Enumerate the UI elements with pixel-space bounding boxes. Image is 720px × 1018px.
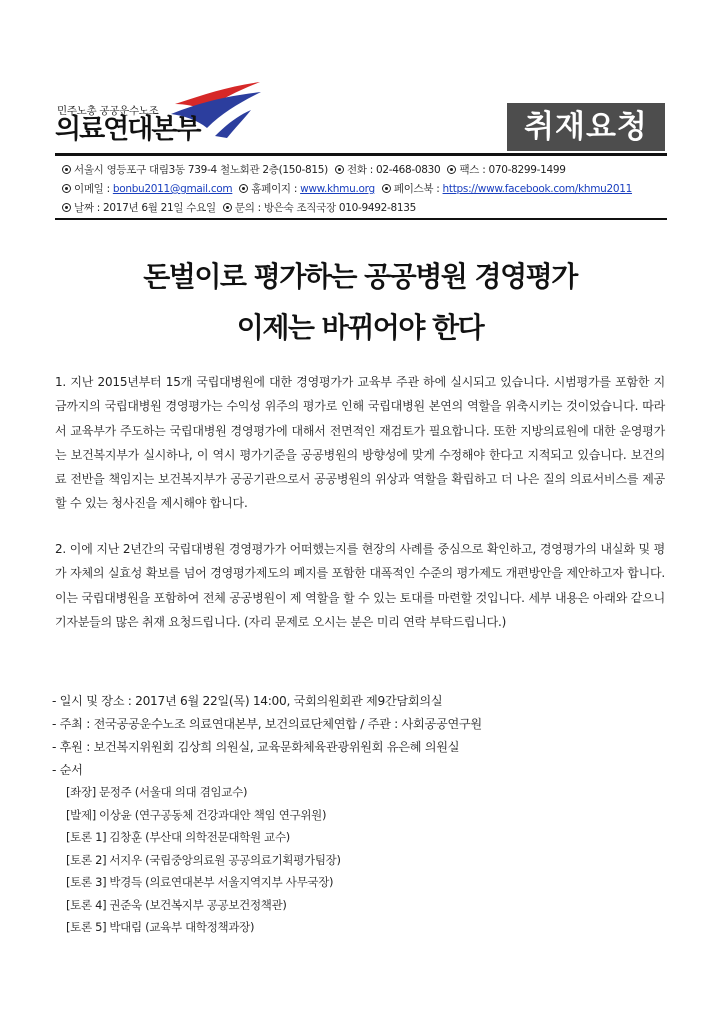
org-name: 의료연대본부 — [55, 114, 200, 145]
program-role: [토론 3] — [66, 875, 107, 889]
event-sponsor: - 후원 : 보건복지위원회 김상희 의원실, 교육문화체육관광위원회 유은혜 의원실 — [52, 740, 460, 754]
body-paragraph-1: 1. 지난 2015년부터 15개 국립대병원에 대한 경영평가가 교육부 주관 하에 실시되고 있습니다. 시범평가를 포함한 지금까지의 국립대병원 경영평가는 수익성 위주의 평가로 인해 국립대병원 본연의 역할을 위축시키는 것이었습니다. 따라서 교육부가 주도하는 국립대병원 경영평가에 대해서 전면적인 재검토가 필요합니다. 또한 지방의료원에 대한 운영평가는 보건복지부가 실시하나, 이 역시 평가기준을 공공병원의 방향성에 맞게 수정해야 한다고 지적되고 있습니다. 보건의료 전반을 책임지는 보건복지부가 공공기관으로서 공공병원의 위상과 역할을 확립하고 더 나은 질의 의료서비스를 제공할 수 있는 청사진을 제시해야 합니다. — [55, 375, 665, 511]
headline-line-2: 이제는 바뀌어야 한다 — [236, 311, 484, 344]
header-divider — [55, 153, 667, 156]
contact-line-web — [62, 182, 672, 196]
homepage-label: 홈페이지 : — [251, 183, 301, 195]
bullet-icon — [62, 203, 71, 212]
union-name: 민주노총 공공운수노조 — [57, 105, 159, 117]
fax: 팩스 : 070-8299-1499 — [459, 164, 566, 176]
program-role: [토론 2] — [66, 852, 107, 867]
program-list — [66, 781, 666, 939]
program-person: 이상윤 (연구공동체 건강과대안 책임 연구위원) — [99, 807, 327, 822]
bullet-icon — [223, 203, 232, 212]
program-person: 박경득 (의료연대본부 서울지역지부 사무국장) — [109, 875, 334, 889]
program-person: 박대림 (교육부 대학정책과장) — [109, 920, 255, 934]
program-role: [좌장] — [66, 785, 96, 799]
event-host: - 주최 : 전국공공운수노조 의료연대본부, 보건의료단체연합 / 주관 : 사회공공연구원 — [52, 717, 482, 731]
homepage-link[interactable]: www.khmu.org — [300, 183, 375, 195]
contact-line-address — [62, 163, 672, 177]
program-item — [66, 894, 666, 917]
program-role: [토론 1] — [66, 830, 107, 844]
program-person: 권준욱 (보건복지부 공공보건정책관) — [109, 897, 287, 912]
bullet-icon — [62, 165, 71, 174]
event-time-place: - 일시 및 장소 : 2017년 6월 22일(목) 14:00, 국회의원회관 제9간담회의실 — [52, 694, 443, 708]
program-item — [66, 871, 666, 894]
email-label: 이메일 : — [74, 183, 113, 195]
program-person: 서지우 (국립중앙의료원 공공의료기획평가팀장) — [109, 852, 341, 867]
body-paragraph-2: 2. 이에 지난 2년간의 국립대병원 경영평가가 어떠했는지를 현장의 사례를 중심으로 확인하고, 경영평가의 내실화 및 평가 자체의 실효성 확보를 넘어 경영평가제도의 폐지를 포함한 대폭적인 수준의 평가제도 개편방안을 제안하고자 합니다. 이는 국립대병원을 포함하여 전체 공공병원이 제 역할을 할 수 있는 토대를 마련할 것입니다. 세부 내용은 아래와 같으니 기자분들의 많은 취재 요청드립니다. (자리 문제로 오시는 분은 미리 연락 부탁드립니다.) — [55, 542, 665, 629]
program-item — [66, 826, 666, 849]
contact-divider — [55, 218, 667, 220]
bullet-icon — [382, 184, 391, 193]
bullet-icon — [239, 184, 248, 193]
program-role: [발제] — [66, 807, 96, 822]
bullet-icon — [62, 184, 71, 193]
facebook-label: 페이스북 : — [393, 183, 443, 195]
email-link[interactable]: bonbu2011@gmail.com — [112, 183, 233, 195]
program-heading: - 순서 — [52, 763, 83, 777]
program-item — [66, 916, 666, 939]
headline-line-1: 돈벌이로 평가하는 공공병원 경영평가 — [143, 260, 577, 293]
contact-line-date — [62, 201, 672, 215]
program-role: [토론 5] — [66, 920, 107, 934]
program-item — [66, 804, 666, 827]
release-date: 날짜 : 2017년 6월 21일 수요일 — [74, 202, 216, 214]
bullet-icon — [335, 165, 344, 174]
program-item — [66, 781, 666, 804]
program-role: [토론 4] — [66, 897, 107, 912]
program-item — [66, 849, 666, 872]
phone: 전화 : 02-468-0830 — [347, 164, 441, 176]
program-person: 김창훈 (부산대 의학전문대학원 교수) — [109, 830, 290, 844]
org-logo — [55, 76, 265, 156]
facebook-link[interactable]: https://www.facebook.com/khmu2011 — [442, 183, 633, 195]
press-request-badge: 취재요청 — [507, 103, 665, 151]
program-person: 문정주 (서울대 의대 겸임교수) — [99, 785, 248, 799]
inquiry-contact: 문의 : 방은숙 조직국장 010-9492-8135 — [234, 202, 417, 214]
address: 서울시 영등포구 대림3동 739-4 철노회관 2층(150-815) — [74, 164, 328, 176]
bullet-icon — [447, 165, 456, 174]
